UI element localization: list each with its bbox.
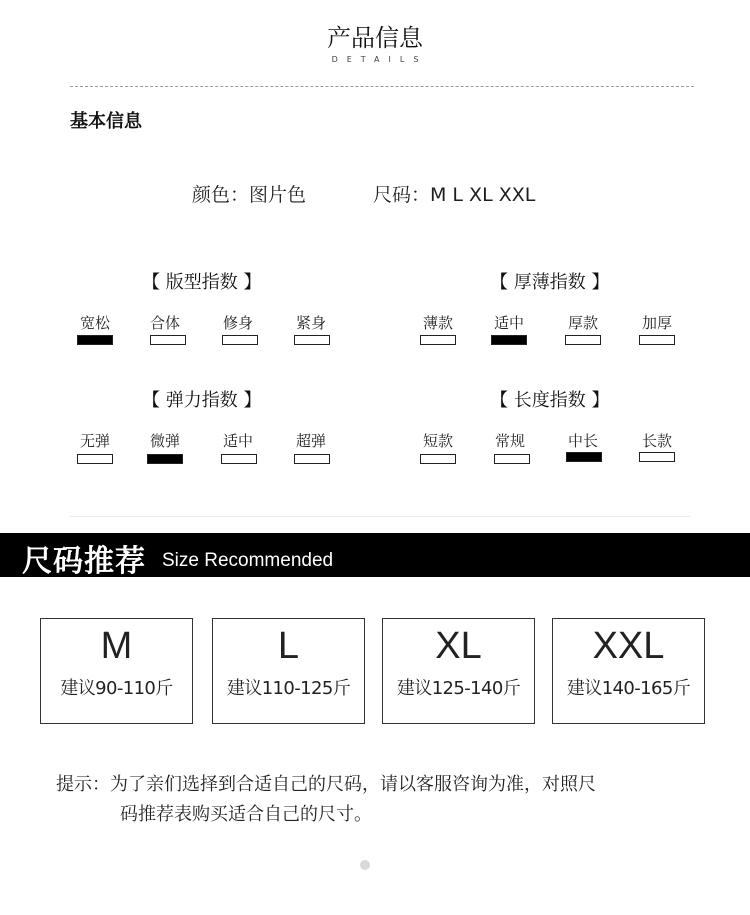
index-title-elasticity: 【 弹力指数 】 <box>142 390 262 411</box>
section-title-basic-info: 基本信息 <box>70 111 142 132</box>
index-indicator-selected <box>77 335 113 345</box>
index-indicator <box>420 335 456 345</box>
index-indicator <box>150 335 186 345</box>
color-info: 颜色：图片色 <box>192 184 307 206</box>
size-card-weight: 建议90-110斤 <box>60 678 173 699</box>
size-card-weight: 建议140-165斤 <box>566 678 691 699</box>
size-info: 尺码：M L XL XXL <box>373 184 536 206</box>
index-option-label: 适中 <box>493 314 524 332</box>
index-indicator <box>639 335 675 345</box>
index-option-label: 适中 <box>222 432 253 450</box>
size-card-m <box>40 618 193 724</box>
section-divider <box>70 516 690 517</box>
index-option-label: 紧身 <box>295 314 326 332</box>
page-title: 产品信息 <box>327 24 423 52</box>
index-option-label: 无弹 <box>79 432 110 450</box>
size-card-size: M <box>100 625 133 667</box>
index-option-label: 常规 <box>494 432 525 450</box>
size-card-size: XL <box>435 625 482 667</box>
index-option-label: 超弹 <box>295 432 326 450</box>
index-indicator <box>420 454 456 464</box>
size-card-weight: 建议110-125斤 <box>226 678 351 699</box>
index-option-label: 中长 <box>567 432 598 450</box>
index-indicator <box>77 454 113 464</box>
index-indicator-selected <box>566 452 602 462</box>
size-tip <box>56 770 706 830</box>
index-option-label: 合体 <box>149 314 180 332</box>
index-indicator <box>494 454 530 464</box>
size-card-xxl <box>552 618 705 724</box>
index-option-label: 短款 <box>422 432 453 450</box>
size-card-xl <box>382 618 535 724</box>
size-card-l <box>212 618 365 724</box>
banner-title-cn: 尺码推荐 <box>22 544 146 579</box>
index-indicator <box>222 335 258 345</box>
index-title-fit: 【 版型指数 】 <box>142 272 262 293</box>
index-indicator <box>294 335 330 345</box>
index-option-label: 厚款 <box>567 314 598 332</box>
size-card-size: L <box>277 625 300 667</box>
size-card-size: XXL <box>592 625 665 667</box>
index-title-thickness: 【 厚薄指数 】 <box>490 272 610 293</box>
index-indicator <box>294 454 330 464</box>
watermark-dot-icon <box>360 860 370 870</box>
index-indicator <box>221 454 257 464</box>
index-option-label: 宽松 <box>79 314 110 332</box>
size-card-weight: 建议125-140斤 <box>396 678 521 699</box>
dotted-divider <box>70 86 694 87</box>
banner-title-en: Size Recommended <box>162 550 334 571</box>
index-title-length: 【 长度指数 】 <box>490 390 610 411</box>
size-recommend-banner <box>0 533 750 577</box>
index-option-label: 修身 <box>222 314 253 332</box>
index-option-label: 加厚 <box>641 314 672 332</box>
index-option-label: 微弹 <box>149 432 180 450</box>
index-option-label: 薄款 <box>422 314 453 332</box>
tip-line-2: 码推荐表购买适合自己的尺寸。 <box>120 804 372 825</box>
index-indicator <box>565 335 601 345</box>
index-indicator-selected <box>491 335 527 345</box>
page-subtitle: DETAILS <box>331 55 428 64</box>
tip-line-1: 提示：为了亲们选择到合适自己的尺码，请以客服咨询为准，对照尺 <box>56 774 596 795</box>
index-option-label: 长款 <box>641 432 672 450</box>
index-indicator-selected <box>147 454 183 464</box>
index-indicator <box>639 452 675 462</box>
